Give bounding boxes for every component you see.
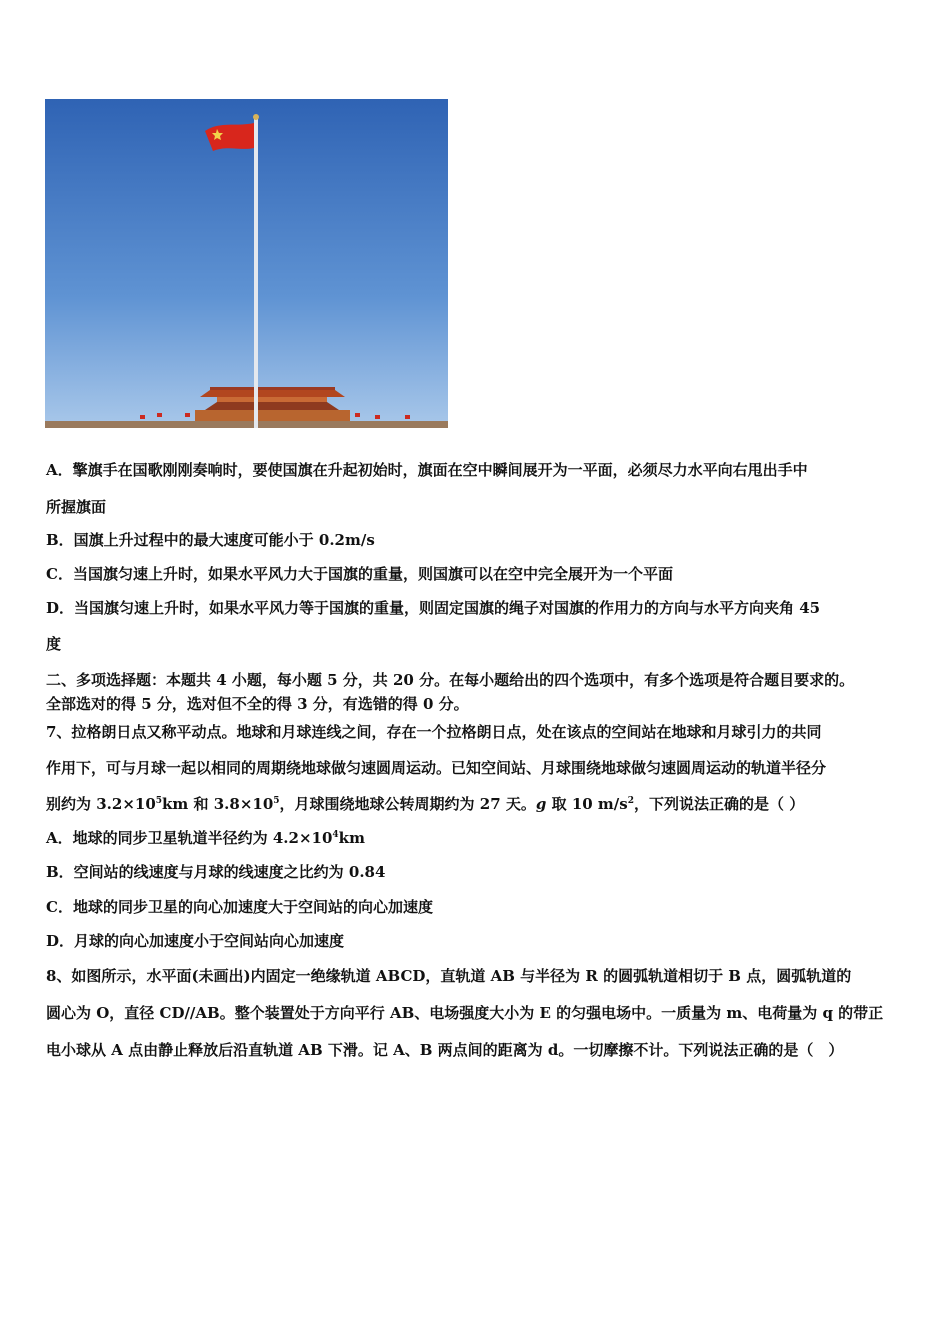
q7-l3-d: 取 10 m/s	[546, 795, 628, 813]
q7-option-c: C．地球的同步卫星的向心加速度大于空间站的向心加速度	[46, 898, 433, 916]
q6-option-a-line2: 所握旗面	[46, 498, 107, 516]
q7-l3-exp2: 5	[273, 796, 280, 806]
q8-stem-line3: 电小球从 A 点由静止释放后沿直轨道 AB 下滑。记 A、B 两点间的距离为 d。一切摩擦不计。下列说法正确的是（ ）	[46, 1041, 844, 1059]
q6-option-d-line1: D．当国旗匀速上升时，如果水平风力等于国旗的重量，则固定国旗的绳子对国旗的作用力的方向与水平方向夹角 45	[46, 599, 821, 617]
q7-l3-b: km 和 3.8×10	[162, 795, 274, 813]
q7-l3-a: 别约为 3.2×10	[46, 795, 156, 813]
q7-l3-exp1: 5	[155, 796, 163, 806]
q7-stem-line2: 作用下，可与月球一起以相同的周期绕地球做匀速圆周运动。已知空间站、月球围绕地球做匀速圆周运动的轨道半径分	[46, 759, 827, 777]
q6-option-b: B．国旗上升过程中的最大速度可能小于 0.2m/s	[46, 531, 375, 549]
q6-option-d-line2: 度	[46, 635, 62, 653]
q7-a-unit: km	[338, 829, 365, 847]
q7-a-text: A．地球的同步卫星轨道半径约为 4.2×10	[46, 829, 333, 847]
q7-stem-line1: 7、拉格朗日点又称平动点。地球和月球连线之间，存在一个拉格朗日点，处在该点的空间站在地球和月球引力的共同	[46, 723, 822, 741]
q7-stem-line3	[46, 794, 804, 814]
q7-a-exp: 4	[332, 830, 339, 840]
q7-option-a	[46, 828, 365, 848]
flag-photo	[45, 99, 448, 428]
q7-option-d: D．月球的向心加速度小于空间站向心加速度	[46, 932, 345, 950]
q7-l3-g: g	[535, 795, 547, 813]
q6-option-c: C．当国旗匀速上升时，如果水平风力大于国旗的重量，则国旗可以在空中完全展开为一个平面	[46, 565, 673, 583]
section2-heading-line1: 二、多项选择题：本题共 4 小题，每小题 5 分，共 20 分。在每小题给出的四个选项中，有多个选项是符合题目要求的。	[46, 671, 855, 689]
q7-l3-exp3: 2	[627, 796, 634, 806]
flagpole	[254, 117, 258, 428]
q7-l3-e: ，下列说法正确的是（ ）	[633, 795, 805, 813]
q7-option-b: B．空间站的线速度与月球的线速度之比约为 0.84	[46, 863, 386, 881]
q6-option-a-line1: A．擎旗手在国歌刚刚奏响时，要使国旗在升起初始时，旗面在空中瞬间展开为一平面，必须尽力水平向右甩出手中	[46, 461, 808, 479]
section2-heading-line2: 全部选对的得 5 分，选对但不全的得 3 分，有选错的得 0 分。	[46, 695, 469, 713]
q8-stem-line1: 8、如图所示，水平面(未画出)内固定一绝缘轨道 ABCD，直轨道 AB 与半径为 R 的圆弧轨道相切于 B 点，圆弧轨道的	[46, 967, 852, 985]
q7-l3-c: ，月球围绕地球公转周期约为 27 天。	[279, 795, 536, 813]
q8-stem-line2: 圆心为 O，直径 CD//AB。整个装置处于方向平行 AB、电场强度大小为 E 的匀强电场中。一质量为 m、电荷量为 q 的带正	[46, 1004, 884, 1022]
